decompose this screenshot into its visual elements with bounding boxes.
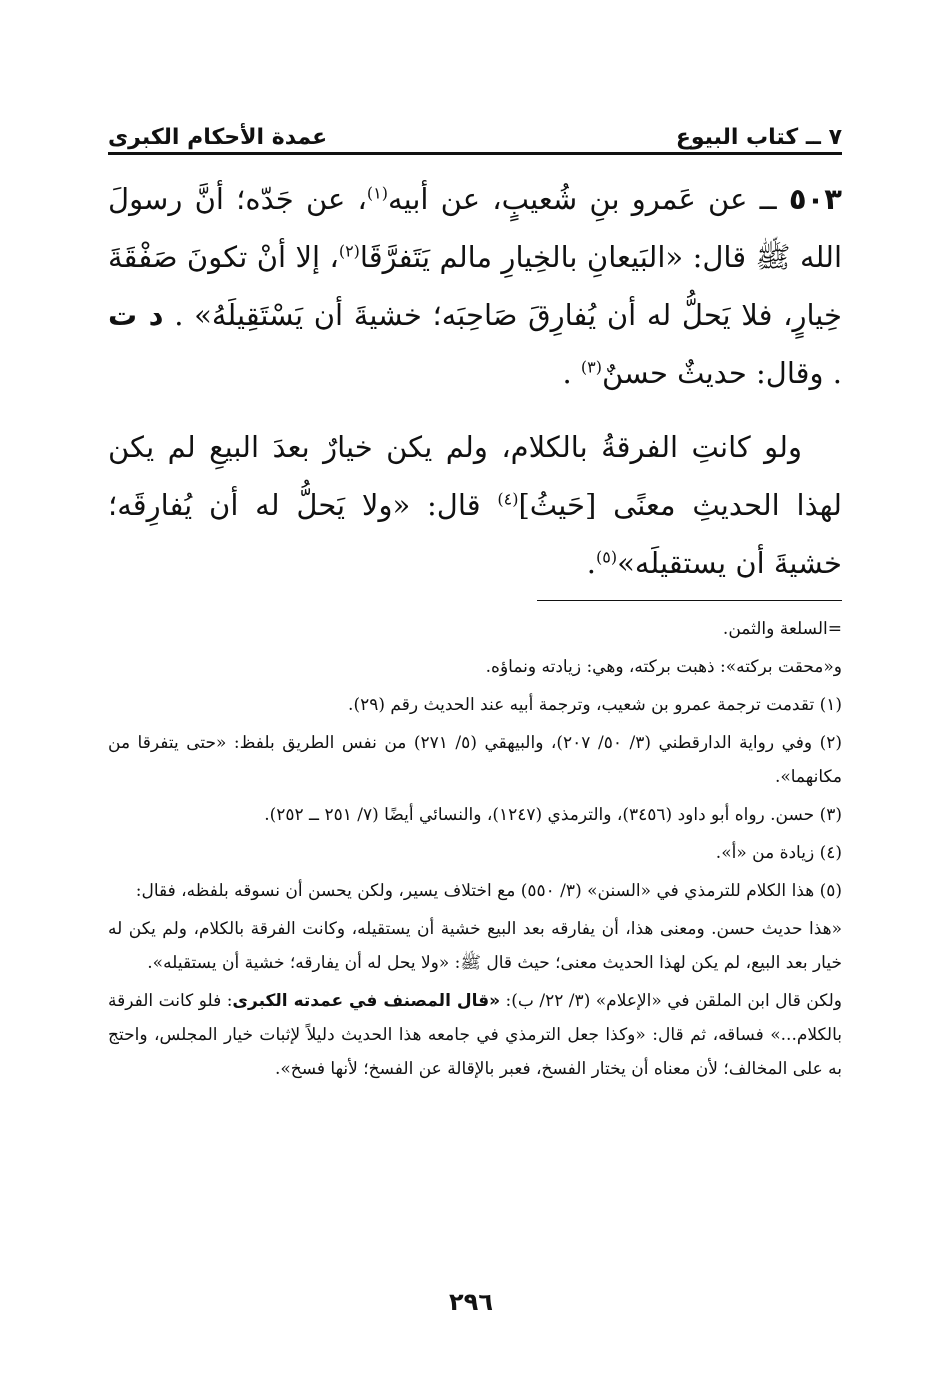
commentary-text-1: ولو كانتِ الفرقةُ بالكلام، ولم يكن خيارٌ بعدَ البيعِ لم يكن لهذا الحديثِ معنًى [حَيثُ] <box>108 430 843 522</box>
footnote-5-ibn-text-2: : فلو كانت الفرقة بالكلام...» فساقه، ثم قال: «وكذا جعل الترمذي في جامعه هذا الحديث دليلاً لإثبات خيار المجلس، واحتج به على المخالف؛ لأن معناه أن يختار الفسخ، فعبر بالإقالة عن الفسخ؛ لأنها فسخ». <box>108 991 842 1079</box>
book-title: عمدة الأحكام الكبرى <box>108 125 328 150</box>
running-header <box>108 112 842 150</box>
footnote-continuation-2: و«محقت بركته»: ذهبت بركته، وهي: زيادته ونماؤه. <box>485 657 842 677</box>
commentary-text-end: . <box>586 546 596 580</box>
footnote-3: (٣) حسن. رواه أبو داود (٣٤٥٦)، والترمذي (١٢٤٧)، والنسائي أيضًا (٧/ ٢٥١ ــ ٢٥٢). <box>264 805 842 825</box>
hadith-number: ٥٠٣ <box>788 182 842 216</box>
footnote-5-ibn-mulaqqin <box>108 984 842 1086</box>
source-siglum: د ت <box>108 298 164 332</box>
footnote-2: (٢) وفي رواية الدارقطني (٣/ ٥٠/ ٢٠٧)، والبيهقي (٥/ ٢٧١) من نفس الطريق بلفظ: «حتى يتفرقا من مكانهما». <box>108 733 842 787</box>
hadith-paragraph <box>108 170 842 402</box>
hadith-text-1: ــ عن عَمرو بنِ شُعيبٍ، عن أبيه <box>388 182 789 216</box>
footnote-5-ibn-bold: «قال المصنف في عمدته الكبرى <box>232 991 501 1011</box>
footnote-ref-3: (٣) <box>580 357 602 377</box>
footnotes <box>108 612 842 1090</box>
commentary-paragraph <box>108 418 842 592</box>
page-number: ٢٩٦ <box>449 1288 493 1316</box>
footnote-5: (٥) هذا الكلام للترمذي في «السنن» (٣/ ٥٥٠) مع اختلاف يسير، ولكن يحسن أن نسوقه بلفظه، فقال: <box>135 881 842 901</box>
hadith-text-2: ، عن جَدّه؛ أنَّ رسولَ الله ﷺ قال: «البَيعانِ بالخِيارِ مالم يَتَفرَّقَا <box>108 182 843 274</box>
footnote-1: (١) تقدمت ترجمة عمرو بن شعيب، وترجمة أبيه عند الحديث رقم (٢٩). <box>348 695 842 715</box>
footnote-ref-2: (٢) <box>338 241 360 261</box>
footnote-continuation: =السلعة والثمن. <box>722 619 842 639</box>
footnote-ref-5: (٥) <box>596 547 618 567</box>
chapter-title: ٧ ــ كتاب البيوع <box>675 125 842 150</box>
footnote-5-quote: «هذا حديث حسن. ومعنى هذا، أن يفارقه بعد البيع خشية أن يستقيله، وكانت الفرقة بالكلام، ولم يكن له خيار بعد البيع، لم يكن لهذا الحديث معنى؛ حيث قال ﷺ: «ولا يحل له أن يفارقه؛ خشية أن يستقيله». <box>108 919 842 973</box>
footnote-5-ibn-text-1: ولكن قال ابن الملقن في «الإعلام» (٣/ ٢٢/ ب): <box>500 991 842 1011</box>
header-rule <box>108 152 842 155</box>
footnote-4: (٤) زيادة من «أ». <box>715 843 842 863</box>
hadith-text-3: ، إلا أنْ تكونَ صَفْقَةَ خِيارٍ، فلا يَحلُّ له أن يُفارِقَ صَاحِبَه؛ خشيةَ أن يَسْتَقِيلَهُ» . <box>108 240 842 332</box>
footnote-ref-1: (١) <box>366 183 389 203</box>
footnote-ref-4: (٤) <box>497 489 519 509</box>
hadith-text-end: . <box>562 356 581 390</box>
commentary-text-2: قال: «ولا يَحلُّ له أن يُفارِقَه؛ خشيةَ أن يستقيلَه» <box>108 488 842 580</box>
footnote-separator <box>537 600 842 601</box>
hadith-text-4: . وقال: حديثٌ حسنٌ <box>602 356 842 390</box>
main-text <box>108 170 842 608</box>
